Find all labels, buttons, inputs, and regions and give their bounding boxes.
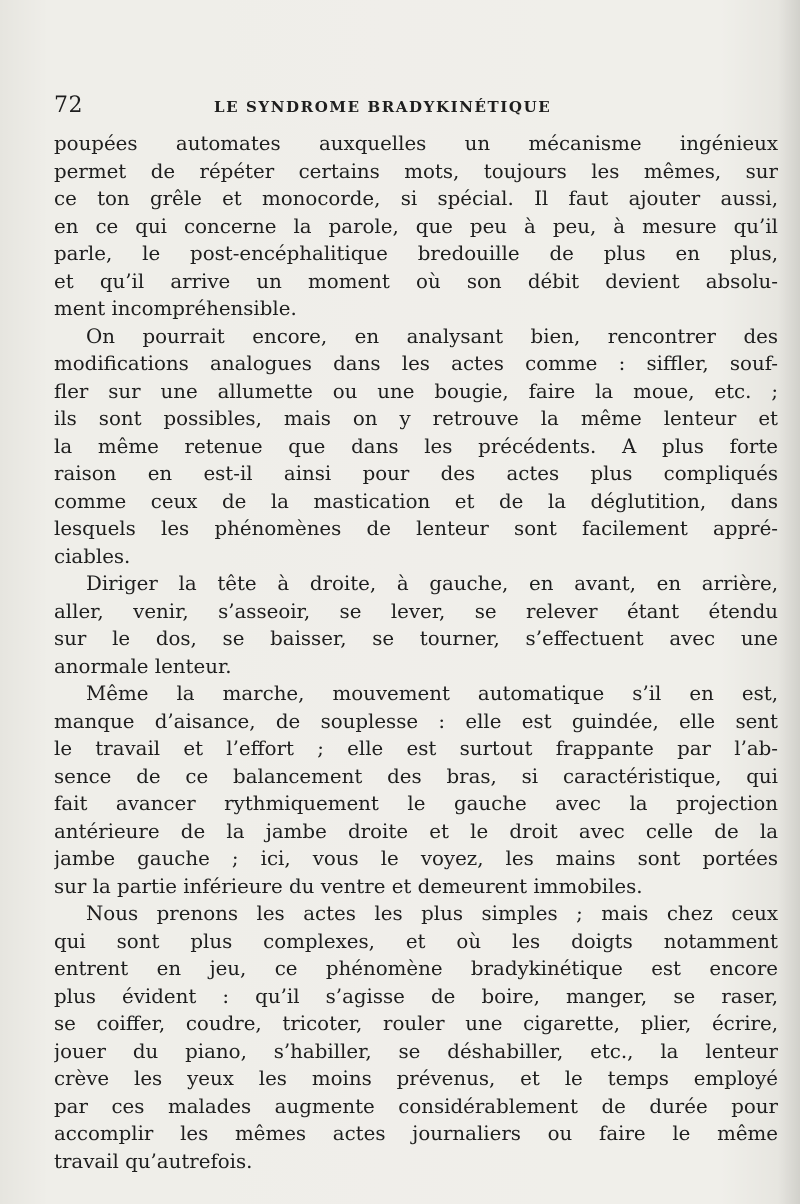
text-line: manque d’aisance, de souplesse : elle est guindée, elle sent [54,709,778,733]
page-header [54,92,774,122]
text-line: et qu’il arrive un moment où son débit devient absolu- [54,269,778,293]
text-line: fait avancer rythmiquement le gauche avec la projection [54,792,778,815]
paragraph-2 [54,323,778,571]
text-line: antérieure de la jambe droite et le droit avec celle de la [54,819,778,843]
text-line: jouer du piano, s’habiller, se déshabiller, etc., la lenteur [54,1039,778,1063]
paragraph-3 [54,570,778,680]
text-line: se coiffer, coudre, tricoter, rouler une cigarette, plier, écrire, [54,1012,778,1035]
text-line: crève les yeux les moins prévenus, et le temps employé [54,1067,778,1090]
text-line: raison en est-il ainsi pour des actes plus compliqués [54,462,778,485]
text-line: entrent en jeu, ce phénomène bradykinétique est encore [54,957,778,980]
text-line: par ces malades augmente considérablement de durée pour [54,1094,778,1118]
text-line: poupées automates auxquelles un mécanisme ingénieux [54,132,778,155]
text-line: jambe gauche ; ici, vous le voyez, les mains sont portées [54,847,778,870]
text-line: permet de répéter certains mots, toujours les mêmes, sur [54,159,778,183]
text-line: Nous prenons les actes les plus simples ; mais chez ceux [86,902,778,925]
text-line: On pourrait encore, en analysant bien, rencontrer des [86,324,778,348]
text-line: ils sont possibles, mais on y retrouve la même lenteur et [54,407,778,430]
text-line: modifications analogues dans les actes comme : siffler, souf- [54,352,778,375]
text-line: travail qu’autrefois. [54,1149,253,1173]
paragraph-5 [54,900,778,1175]
running-head: LE SYNDROME BRADYKINÉTIQUE [214,98,552,116]
text-line: ment incompréhensible. [54,297,297,320]
text-line: sence de ce balancement des bras, si caractéristique, qui [54,764,778,788]
text-line: la même retenue que dans les précédents. A plus forte [54,434,778,458]
text-line: comme ceux de la mastication et de la déglutition, dans [54,489,778,513]
paragraph-1 [54,130,778,323]
page-edge-shadow [778,0,800,1204]
text-line: ciables. [54,544,131,568]
text-line: sur la partie inférieure du ventre et demeurent immobiles. [54,874,643,898]
text-line: anormale lenteur. [54,654,232,678]
text-line: ce ton grêle et monocorde, si spécial. Il faut ajouter aussi, [54,187,778,210]
text-line: en ce qui concerne la parole, que peu à peu, à mesure qu’il [54,214,778,238]
text-line: qui sont plus complexes, et où les doigts notamment [54,929,778,953]
text-line: Même la marche, mouvement automatique s’il en est, [86,682,778,705]
paragraph-4 [54,680,778,900]
text-line: plus évident : qu’il s’agisse de boire, manger, se raser, [54,984,778,1008]
text-line: fler sur une allumette ou une bougie, faire la moue, etc. ; [54,379,778,403]
text-line: aller, venir, s’asseoir, se lever, se relever étant étendu [54,599,778,623]
text-line: sur le dos, se baisser, se tourner, s’effectuent avec une [54,627,778,650]
page-number: 72 [54,93,83,118]
text-line: Diriger la tête à droite, à gauche, en avant, en arrière, [86,572,778,595]
text-line: lesquels les phénomènes de lenteur sont facilement appré- [54,517,778,540]
text-line: parle, le post-encéphalitique bredouille de plus en plus, [54,242,778,265]
text-line: le travail et l’effort ; elle est surtout frappante par l’ab- [54,737,778,760]
body-text [54,130,778,1175]
text-line: accomplir les mêmes actes journaliers ou faire le même [54,1122,778,1145]
